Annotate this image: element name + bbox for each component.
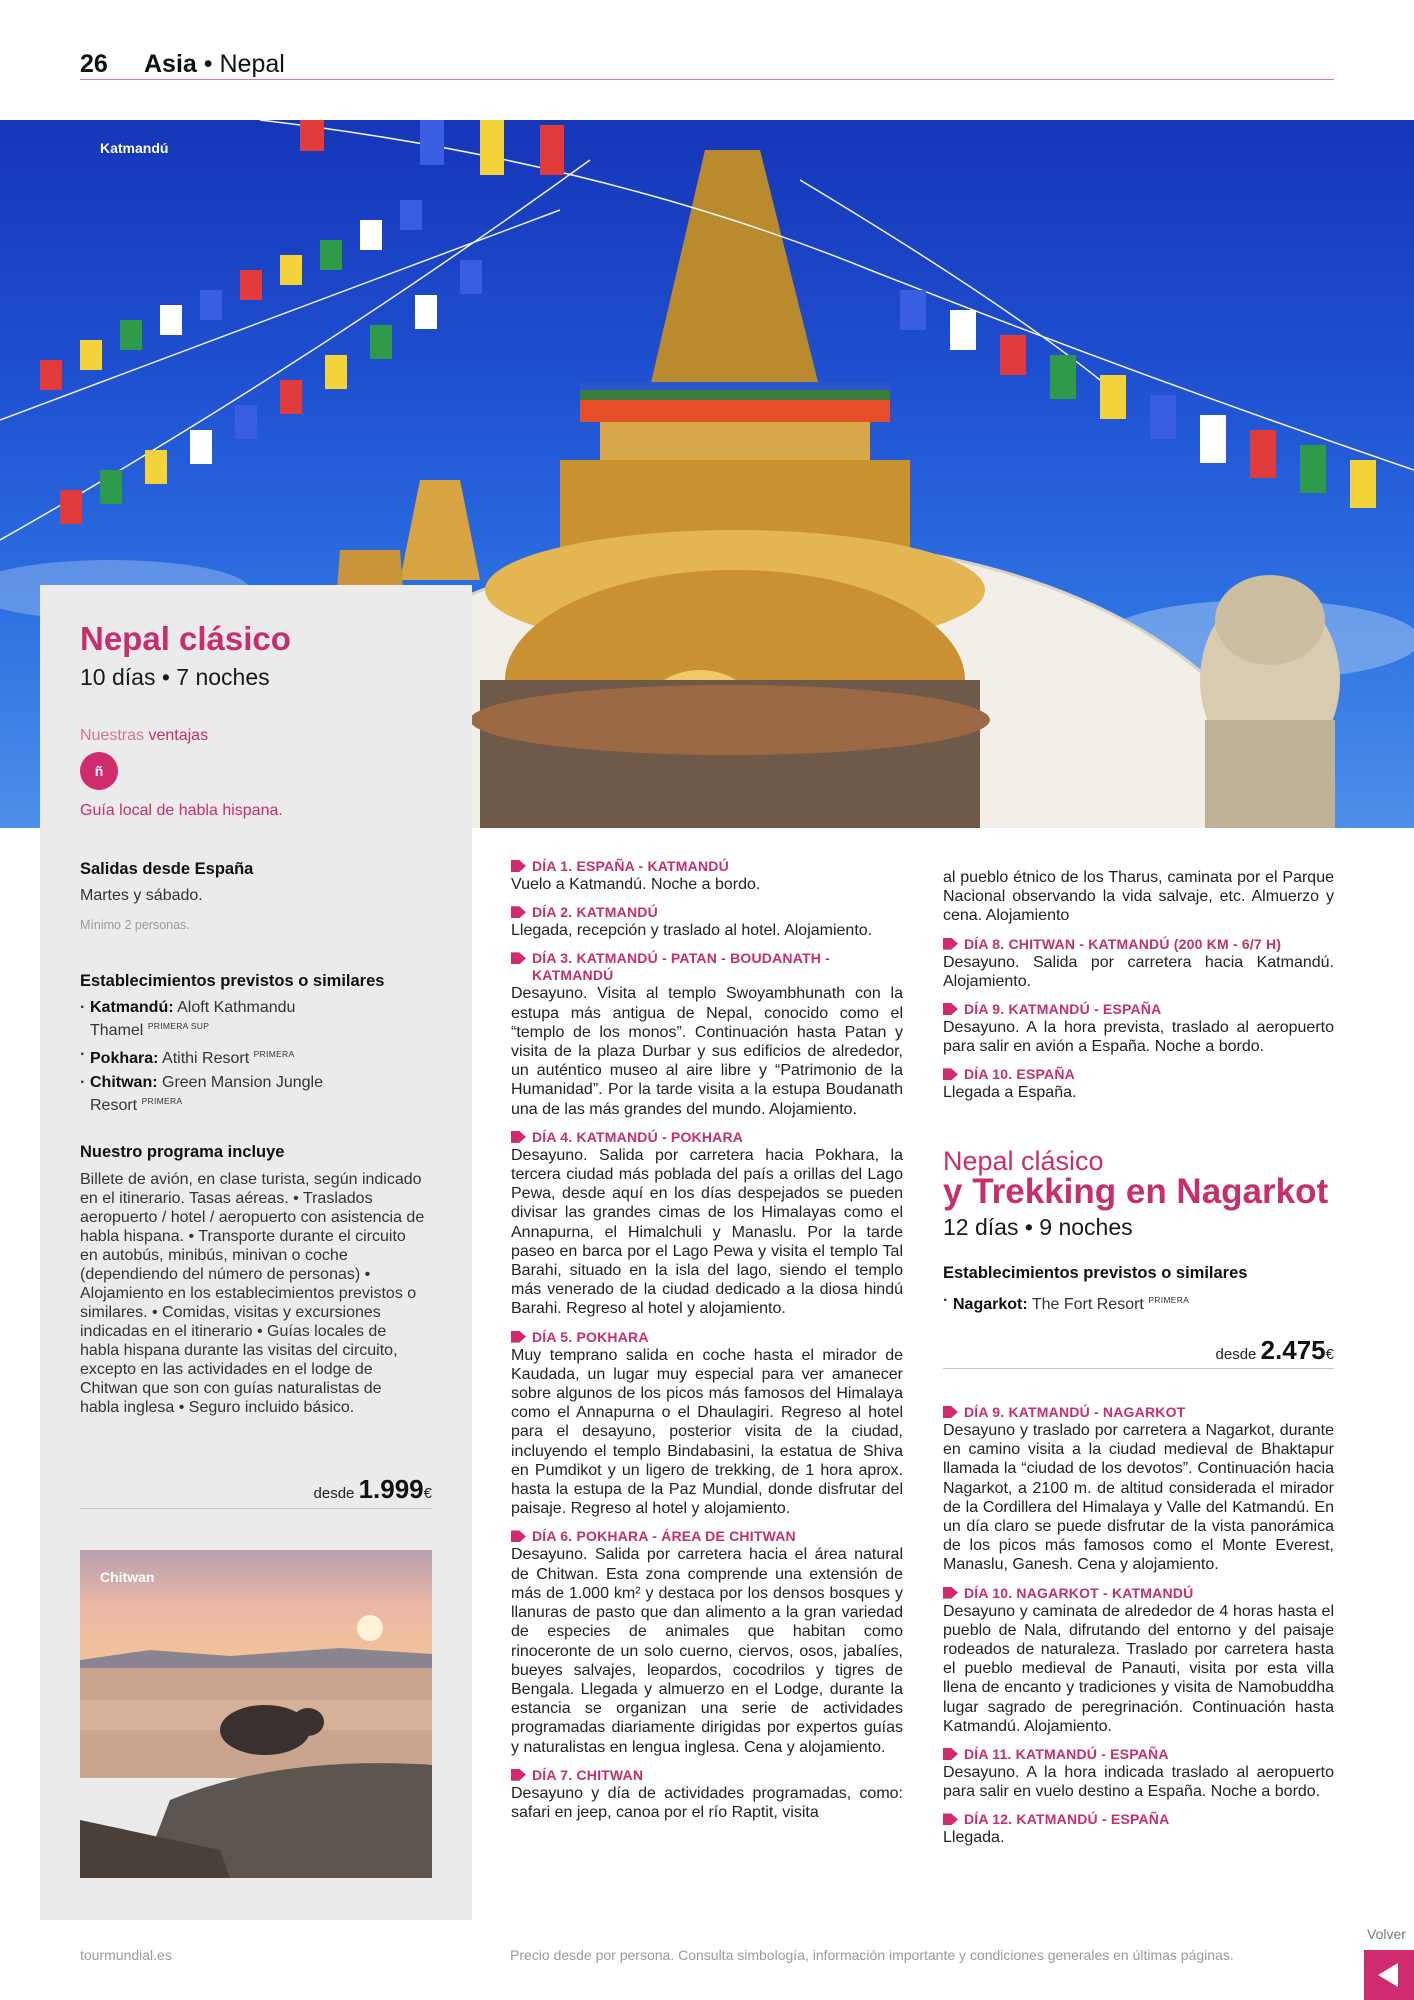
price-prefix: desde: [313, 1485, 355, 1502]
advantages-prefix: Nuestras: [80, 727, 145, 744]
tour2-itinerary: [943, 1404, 1334, 1848]
advantages-label: [80, 727, 208, 745]
price-divider: [943, 1368, 1334, 1369]
departures-heading: Salidas desde España: [80, 860, 254, 878]
day-title: DÍA 12. KATMANDÚ - ESPAÑA: [943, 1811, 1334, 1828]
price-divider: [80, 1508, 432, 1509]
day-text-continued: al pueblo étnico de los Tharus, caminata por el Parque Nacional observando la vida salvaje, etc. Almuerzo y cena. Alojamiento: [943, 869, 1334, 925]
hero-caption: Katmandú: [100, 140, 169, 156]
country-label: Nepal: [219, 50, 285, 78]
tour-price: [80, 1474, 432, 1505]
tour-title: Nepal clásico: [80, 620, 291, 657]
day-title: DÍA 3. KATMANDÚ - PATAN - BOUDANATH - KATMANDÚ: [511, 950, 903, 984]
chitwan-caption: Chitwan: [100, 1569, 155, 1585]
day-text: Muy temprano salida en coche hasta el mirador de Kaudada, un lugar muy especial para ver amanecer sobre algunos de los picos más famosos del Himalaya como el Annapurna o el Dhaulagiri. Regreso al hotel para el desayuno, posterior visita de la ciudad, incluyendo el templo Bindabasini, la estatua de Shiva en Pumdikot y un ligero de trekking, de 1 hora aprox. hasta la estupa de la Paz Mundial, donde disfrutar del paisaje. Regreso al hotel y alojamiento.: [511, 1346, 903, 1518]
includes-heading: Nuestro programa incluye: [80, 1143, 285, 1161]
tour2-title: y Trekking en Nagarkot: [943, 1172, 1329, 1211]
day-title: DÍA 8. CHITWAN - KATMANDÚ (200 KM - 6/7 H): [943, 936, 1334, 953]
day-text: Desayuno. Salida por carretera hacia Katmandú. Alojamiento.: [943, 953, 1334, 990]
price-currency: €: [1325, 1346, 1334, 1363]
back-label[interactable]: Volver: [1367, 1926, 1406, 1942]
hotel-item: · Katmandú: Aloft Kathmandu Thamel $^{PRIMERA SUP}$: [80, 998, 420, 1040]
day-text: Desayuno. Visita al templo Swoyambhunath con la estupa más antigua de Nepal, conocido como el “templo de los monos”. Continuación hasta Patan y visita de la plaza Durbar y sus edificios de alrededor, un auténtico museo al aire libre y “Patrimonio de la Humanidad”. Por la tarde visita a la estupa Boudanath una de las más grandes del mundo. Alojamiento.: [511, 985, 903, 1118]
day-title: DÍA 4. KATMANDÚ - POKHARA: [511, 1129, 903, 1146]
region-label: Asia: [144, 50, 197, 78]
tour2-hotels-heading: Establecimientos previstos o similares: [943, 1264, 1248, 1282]
advantage-text: Guía local de habla hispana.: [80, 802, 283, 819]
footer-note: Precio desde por persona. Consulta simbología, información importante y condiciones generales en últimas páginas.: [510, 1947, 1234, 1963]
day-title: DÍA 10. NAGARKOT - KATMANDÚ: [943, 1585, 1334, 1602]
day-title: DÍA 5. POKHARA: [511, 1329, 903, 1346]
day-text: Desayuno. A la hora indicada traslado al aeropuerto para salir en vuelo destino a España. Noche a bordo.: [943, 1764, 1334, 1801]
day-title: DÍA 7. CHITWAN: [511, 1767, 903, 1784]
tour-duration: 10 días • 7 noches: [80, 664, 270, 690]
day-text: Desayuno y día de actividades programadas, como: safari en jeep, canoa por el río Raptit, visita: [511, 1784, 903, 1821]
day-text: Llegada a España.: [943, 1084, 1077, 1102]
tour2-hotels-list: [943, 1291, 1334, 1319]
tour2-duration: 12 días • 9 noches: [943, 1214, 1133, 1240]
advantages-word: ventajas: [148, 727, 209, 744]
chitwan-photo: [80, 1550, 432, 1878]
back-arrow-icon: [1378, 1963, 1398, 1987]
hotels-list: [80, 998, 420, 1120]
day-text: Llegada, recepción y traslado al hotel. Alojamiento.: [511, 922, 873, 940]
hotel-item: · Chitwan: Green Mansion Jungle Resort $^{PRIMERA}$: [80, 1073, 420, 1115]
day-title: DÍA 9. KATMANDÚ - NAGARKOT: [943, 1404, 1334, 1421]
price-value: 1.999: [358, 1474, 424, 1504]
day-text: Desayuno. Salida por carretera hacia Pokhara, la tercera ciudad más poblada del país a orillas del Lago Pewa, desde aquí en los días despejados se pueden divisar las grandes cimas de los Himalayas como el Annapurna, el Himalchuli y Manaslu. Por la tarde paseo en barca por el Lago Pewa y visita el templo Tal Barahi, situado en la isla del lago, siendo el templo más venerado de la ciudad dedicado a la diosa hindú Barahi. Regreso al hotel y alojamiento.: [511, 1146, 903, 1318]
price-prefix: desde: [1215, 1346, 1257, 1363]
section-title: [144, 50, 285, 79]
spanish-guide-icon: ñ: [80, 752, 118, 790]
departures-days: Martes y sábado.: [80, 887, 203, 904]
day-text: Llegada.: [943, 1829, 1005, 1847]
includes-text: Billete de avión, en clase turista, según indicado en el itinerario. Tasas aéreas. • Traslados aeropuerto / hotel / aeropuerto con asistencia de habla hispana. • Transporte durante el circuito en autobús, minibús, minivan o coche (dependiendo del número de personas) • Alojamiento en los establecimientos previstos o similares. • Comidas, visitas y excursiones indicadas en el itinerario • Guías locales de habla hispana durante las visitas del circuito, excepto en las actividades en el lodge de Chitwan que son con guías naturalistas de habla inglesa • Seguro incluido básico.: [80, 1171, 425, 1416]
day-title: DÍA 1. ESPAÑA - KATMANDÚ: [511, 858, 903, 875]
day-title: DÍA 2. KATMANDÚ: [511, 904, 903, 921]
minimum-persons: Mínimo 2 personas.: [80, 918, 190, 932]
back-button[interactable]: [1364, 1950, 1414, 2000]
day-title: DÍA 11. KATMANDÚ - ESPAÑA: [943, 1746, 1334, 1763]
day-title: DÍA 10. ESPAÑA: [943, 1066, 1334, 1083]
title-separator: •: [203, 50, 213, 78]
price-currency: €: [423, 1485, 432, 1502]
page-number: 26: [80, 50, 108, 78]
price-value: 2.475: [1260, 1335, 1326, 1365]
day-text: Desayuno y traslado por carretera a Nagarkot, durante en camino visita a la ciudad medieval de Bhaktapur llamada la “ciudad de los devotos”. Continuación hacia Nagarkot, a 2100 m. de altitud considerada el mirador de la Cordillera del Himalaya y Valle del Katmandú. En un día claro se puede disfrutar de la vista panorámica de los picos más famosos como el Monte Everest, Manaslu, Ganesh. Cena y alojamiento.: [943, 1422, 1334, 1574]
day-text: Desayuno. Salida por carretera hacia el área natural de Chitwan. Esta zona comprende una extensión de más de 1.000 km² y destaca por los densos bosques y llanuras de pasto que dan alimento a la gran variedad de especies de animales que habitan como rinoceronte de un solo cuerno, ciervos, osos, jabalíes, bueyes salvajes, leopardos, cocodrilos y tigres de Bengala. Llegada y almuerzo en el Lodge, durante la estancia se organizan una serie de actividades programadas diariamente dirigidas por expertos guías y naturalistas en lengua inglesa. Cena y alojamiento.: [511, 1546, 903, 1756]
day-text: Vuelo a Katmandú. Noche a bordo.: [511, 876, 761, 893]
itinerary-column-left: [511, 858, 903, 1822]
page-header: [80, 44, 1334, 80]
tour2-subtitle: Nepal clásico: [943, 1146, 1104, 1176]
tour2-price: [943, 1335, 1334, 1366]
hotel-item: · Nagarkot: The Fort Resort $^{PRIMERA}$: [943, 1291, 1334, 1314]
itinerary-column-right: [943, 868, 1334, 1103]
hotel-item: · Pokhara: Atithi Resort $^{PRIMERA}$: [80, 1045, 420, 1068]
day-text: Desayuno. A la hora prevista, traslado al aeropuerto para salir en avión a España. Noche a bordo.: [943, 1019, 1334, 1056]
day-title: DÍA 9. KATMANDÚ - ESPAÑA: [943, 1001, 1334, 1018]
day-title: DÍA 6. POKHARA - ÁREA DE CHITWAN: [511, 1528, 903, 1545]
day-text: Desayuno y caminata de alrededor de 4 horas hasta el pueblo de Nala, difrutando del entorno y del paisaje rodeados de naturaleza. Traslado por carretera hasta el pueblo medieval de Panauti, visita por esta villa llena de encanto y tradiciones y visita de Namobuddha lugar sagrado de peregrinación. Continuación hasta Katmandú. Alojamiento.: [943, 1602, 1334, 1735]
footer-site[interactable]: tourmundial.es: [80, 1947, 172, 1963]
hotels-heading: Establecimientos previstos o similares: [80, 972, 385, 990]
